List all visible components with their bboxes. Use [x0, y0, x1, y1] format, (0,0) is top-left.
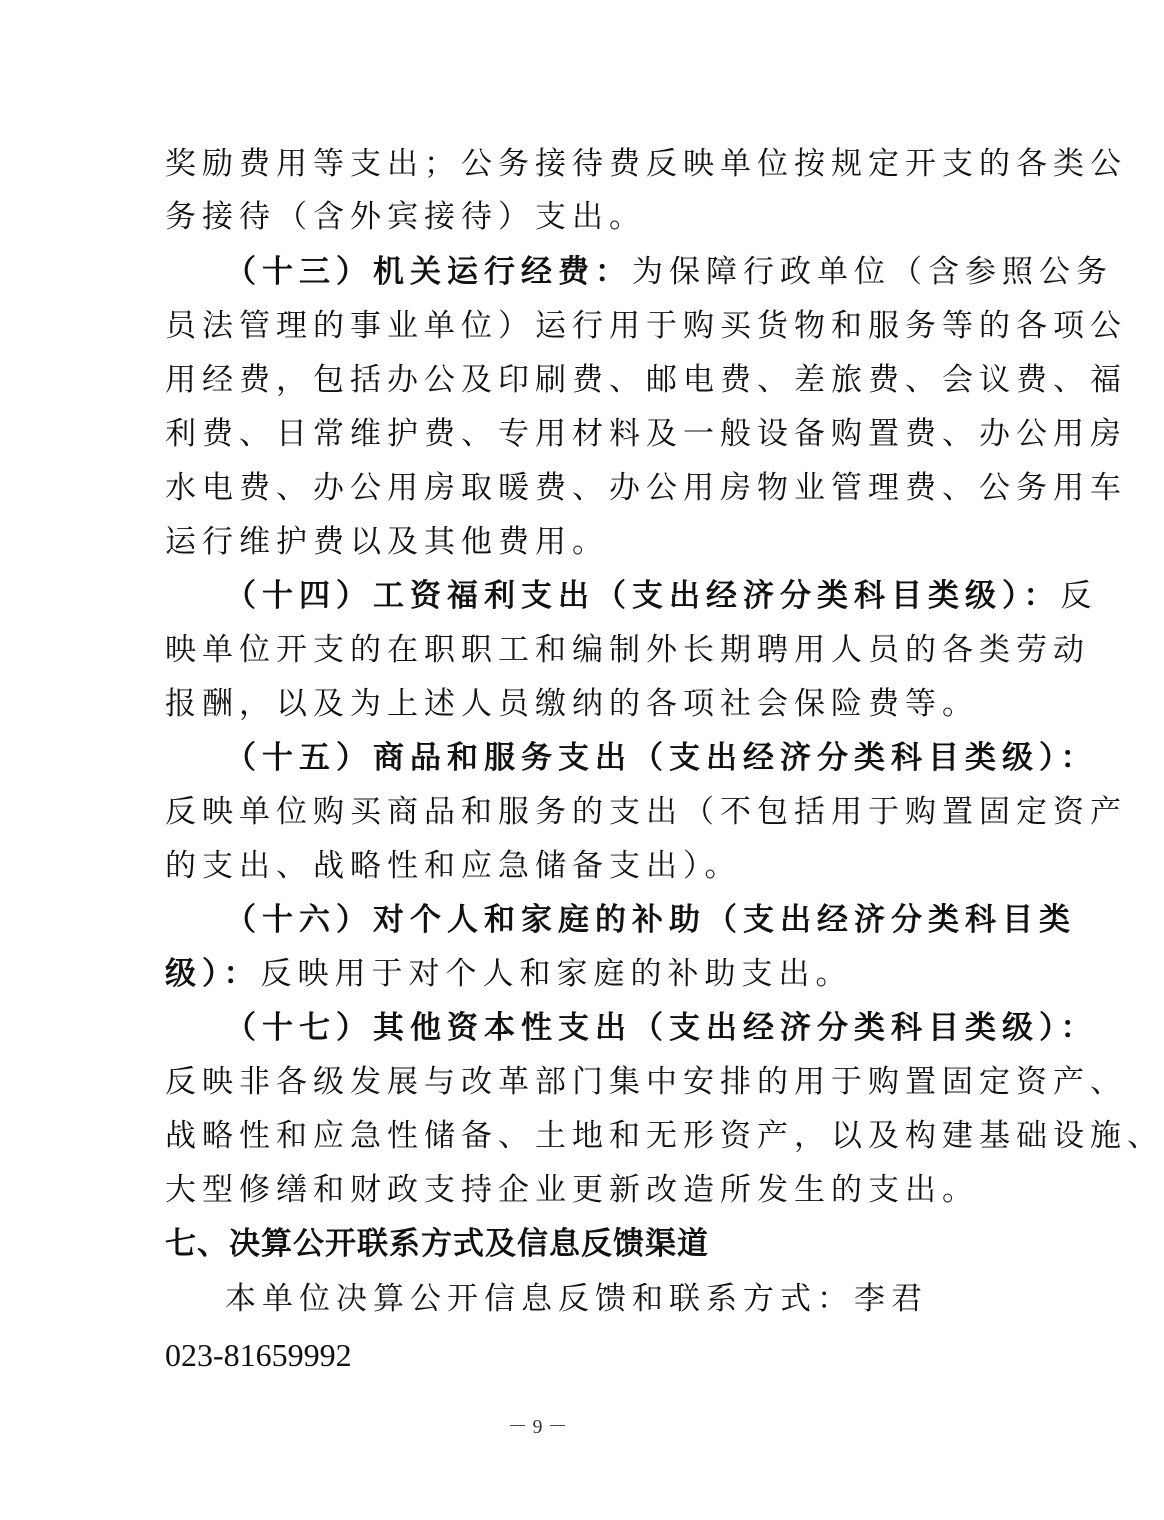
- paragraph-line: 利费、日常维护费、专用材料及一般设备购置费、办公用房: [165, 416, 1127, 452]
- paragraph-line: 员法管理的事业单位）运行用于购买货物和服务等的各项公: [165, 308, 1127, 344]
- section-label: 级）：: [165, 956, 261, 992]
- paragraph-line: [225, 252, 1113, 292]
- section-label: （十五）商品和服务支出（支出经济分类科目类级）：: [225, 740, 1098, 776]
- section-heading: 七、决算公开联系方式及信息反馈渠道: [165, 1226, 709, 1262]
- paragraph-line: 反映非各级发展与改革部门集中安排的用于购置固定资产、: [165, 1064, 1127, 1100]
- paragraph-text: 反映用于对个人和家庭的补助支出。: [260, 956, 853, 992]
- paragraph-line: 大型修缮和财政支持企业更新改造所发生的支出。: [165, 1172, 979, 1208]
- paragraph-line: 反映单位购买商品和服务的支出（不包括用于购置固定资产: [165, 794, 1127, 830]
- section-label: （十七）其他资本性支出（支出经济分类科目类级）：: [225, 1010, 1098, 1046]
- paragraph-line: 映单位开支的在职职工和编制外长期聘用人员的各类劳动: [165, 632, 1090, 668]
- section-label: （十三）机关运行经费：: [225, 254, 632, 290]
- section-label: （十六）对个人和家庭的补助（支出经济分类科目类: [225, 902, 1076, 938]
- paragraph-line: [165, 954, 853, 994]
- paragraph-line: 的支出、战略性和应急储备支出）。: [165, 848, 742, 884]
- paragraph-line: 战略性和应急性储备、土地和无形资产，以及构建基础设施、: [165, 1118, 1164, 1154]
- paragraph-line: 报酬，以及为上述人员缴纳的各项社会保险费等。: [165, 686, 979, 722]
- paragraph-line: 奖励费用等支出；公务接待费反映单位按规定开支的各类公: [165, 146, 1127, 182]
- paragraph-text: 反: [1060, 578, 1098, 614]
- paragraph-line: 用经费，包括办公及印刷费、邮电费、差旅费、会议费、福: [165, 362, 1127, 398]
- page-number: － 9 －: [507, 1416, 568, 1438]
- paragraph-text: 为保障行政单位（含参照公务: [632, 254, 1113, 290]
- paragraph-line: 务接待（含外宾接待）支出。: [165, 199, 646, 235]
- contact-line: 本单位决算公开信息反馈和联系方式：李君: [225, 1281, 928, 1317]
- section-label: （十四）工资福利支出（支出经济分类科目类级）：: [225, 578, 1061, 614]
- paragraph-line: [225, 576, 1098, 616]
- paragraph-line: 水电费、办公用房取暖费、办公用房物业管理费、公务用车: [165, 470, 1127, 506]
- contact-phone: 023-81659992: [165, 1337, 352, 1373]
- paragraph-line: 运行维护费以及其他费用。: [165, 524, 609, 560]
